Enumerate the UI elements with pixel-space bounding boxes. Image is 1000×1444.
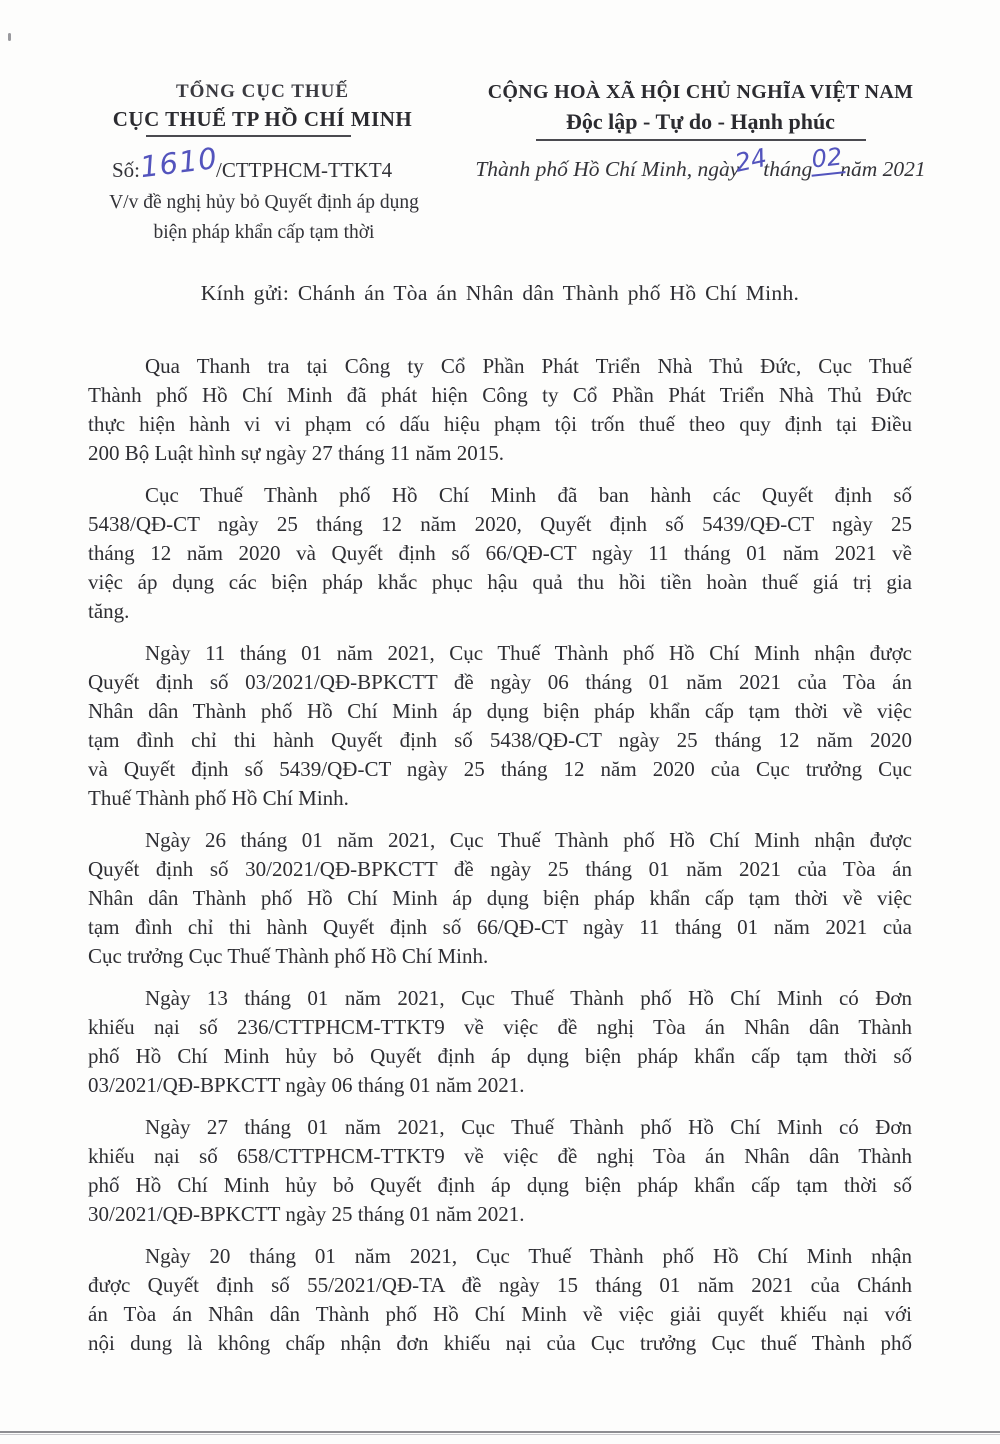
parent-agency-name: TỔNG CỤC THUẾ (175, 81, 350, 102)
paragraph-line: Ngày 20 tháng 01 năm 2021, Cục Thuế Thành phố Hồ Chí Minh nhận (145, 1244, 912, 1268)
paragraph-line: tháng 12 năm 2020 và Quyết định số 66/QĐ-CT ngày 11 tháng 01 năm 2021 về (88, 541, 912, 565)
dateline-middle: tháng (763, 156, 813, 181)
paragraph (88, 481, 912, 626)
dateline-suffix: năm 2021 (840, 156, 926, 181)
paragraph (88, 826, 912, 971)
agency-underline (146, 135, 351, 137)
paragraph-line: thực hiện hành vi vi phạm có dấu hiệu phạm tội trốn thuế theo quy định tại Điều (88, 412, 912, 436)
paragraph-line: Ngày 13 tháng 01 năm 2021, Cục Thuế Thành phố Hồ Chí Minh có Đơn (145, 986, 912, 1010)
document-number-suffix: /CTTPHCM-TTKT4 (216, 158, 393, 182)
subject-line-1: V/v đề nghị hủy bỏ Quyết định áp dụng (109, 192, 419, 213)
paragraph-line: Quyết định số 30/2021/QĐ-BPKCTT đề ngày 25 tháng 01 năm 2021 của Tòa án (88, 857, 912, 881)
subject-line-2: biện pháp khẩn cấp tạm thời (153, 222, 375, 244)
paragraph-line: khiếu nại số 658/CTTPHCM-TTKT9 về việc đề nghị Tòa án Nhân dân Thành (88, 1144, 912, 1168)
document-number-row (112, 140, 393, 185)
paragraph-line: Nhân dân Thành phố Hồ Chí Minh áp dụng biện pháp khẩn cấp tạm thời về việc (88, 699, 912, 723)
paragraph-line: Thành phố Hồ Chí Minh đã phát hiện Công ty Cổ Phần Phát Triển Nhà Thủ Đức (88, 383, 912, 407)
paragraph-line: Cục Thuế Thành phố Hồ Chí Minh đã ban hành các Quyết định số (145, 483, 912, 507)
paragraph-line: được Quyết định số 55/2021/QĐ-TA đề ngày 15 tháng 01 năm 2021 của Chánh (88, 1273, 912, 1297)
motto-underline (536, 139, 866, 141)
paragraph-line: phố Hồ Chí Minh hủy bỏ Quyết định áp dụng biện pháp khẩn cấp tạm thời số (88, 1173, 912, 1197)
paragraph-line: Ngày 11 tháng 01 năm 2021, Cục Thuế Thành phố Hồ Chí Minh nhận được (145, 641, 912, 665)
paragraph-line: nội dung là không chấp nhận đơn khiếu nại của Cục trưởng Cục thuế Thành phố (88, 1331, 912, 1355)
paragraph (88, 639, 912, 813)
paragraph-line: tạm đình chỉ thi hành Quyết định số 66/QĐ-CT ngày 11 tháng 01 năm 2021 của (88, 915, 912, 939)
paragraph (88, 984, 912, 1100)
paragraph-line: 5438/QĐ-CT ngày 25 tháng 12 năm 2020, Quyết định số 5439/QĐ-CT ngày 25 (88, 512, 912, 536)
place-date-line (448, 141, 953, 185)
body-paragraphs (88, 352, 912, 1371)
national-header-block (448, 80, 953, 185)
scan-bottom-rule (0, 1431, 1000, 1433)
paragraph-line: Cục trưởng Cục Thuế Thành phố Hồ Chí Minh. (88, 944, 489, 968)
paragraph-line: khiếu nại số 236/CTTPHCM-TTKT9 về việc đề nghị Tòa án Nhân dân Thành (88, 1015, 912, 1039)
paragraph-line: phố Hồ Chí Minh hủy bỏ Quyết định áp dụng biện pháp khẩn cấp tạm thời số (88, 1044, 912, 1068)
paragraph-line: án Tòa án Nhân dân Thành phố Hồ Chí Minh về việc giải quyết khiếu nại với (88, 1302, 912, 1326)
republic-name: CỘNG HOÀ XÃ HỘI CHỦ NGHĨA VIỆT NAM (487, 81, 914, 103)
paragraph (88, 352, 912, 468)
paragraph-line: việc áp dụng các biện pháp khắc phục hậu quả thu hồi tiền hoàn thuế giá trị gia (88, 570, 912, 594)
paragraph-line: Ngày 27 tháng 01 năm 2021, Cục Thuế Thành phố Hồ Chí Minh có Đơn (145, 1115, 912, 1139)
paragraph-line: 200 Bộ Luật hình sự ngày 27 tháng 11 năm 2015. (88, 441, 504, 465)
paragraph-line: 03/2021/QĐ-BPKCTT ngày 06 tháng 01 năm 2021. (88, 1073, 525, 1097)
handwritten-document-number: 1610 (138, 140, 220, 185)
handwritten-month: 02 (809, 141, 846, 176)
document-number-label: Số: (112, 158, 141, 182)
paragraph-line: Quyết định số 03/2021/QĐ-BPKCTT đề ngày 06 tháng 01 năm 2021 của Tòa án (88, 670, 912, 694)
document-subject (85, 188, 443, 248)
paragraph-line: Qua Thanh tra tại Công ty Cổ Phần Phát Triển Nhà Thủ Đức, Cục Thuế (145, 354, 912, 378)
issuing-agency-block (90, 80, 435, 137)
paragraph-line: 30/2021/QĐ-BPKCTT ngày 25 tháng 01 năm 2021. (88, 1202, 525, 1226)
national-motto: Độc lập - Tự do - Hạnh phúc (566, 109, 835, 134)
scan-speck (8, 33, 11, 41)
salutation: Kính gửi: Chánh án Tòa án Nhân dân Thành phố Hồ Chí Minh. (200, 281, 800, 305)
paragraph (88, 1113, 912, 1229)
paragraph (88, 1242, 912, 1358)
paragraph-line: Nhân dân Thành phố Hồ Chí Minh áp dụng biện pháp khẩn cấp tạm thời về việc (88, 886, 912, 910)
paragraph-line: tăng. (88, 599, 130, 623)
paragraph-line: tạm đình chỉ thi hành Quyết định số 5438/QĐ-CT ngày 25 tháng 12 năm 2020 (88, 728, 912, 752)
paragraph-line: và Quyết định số 5439/QĐ-CT ngày 25 tháng 12 năm 2020 của Cục trưởng Cục (88, 757, 912, 781)
scan-bottom-rule-shadow (0, 1434, 1000, 1435)
dateline-prefix: Thành phố Hồ Chí Minh, ngày (475, 156, 740, 181)
handwritten-day: 24 (732, 142, 770, 178)
agency-name: CỤC THUẾ TP HỒ CHÍ MINH (112, 106, 413, 131)
paragraph-line: Thuế Thành phố Hồ Chí Minh. (88, 786, 349, 810)
paragraph-line: Ngày 26 tháng 01 năm 2021, Cục Thuế Thành phố Hồ Chí Minh nhận được (145, 828, 912, 852)
